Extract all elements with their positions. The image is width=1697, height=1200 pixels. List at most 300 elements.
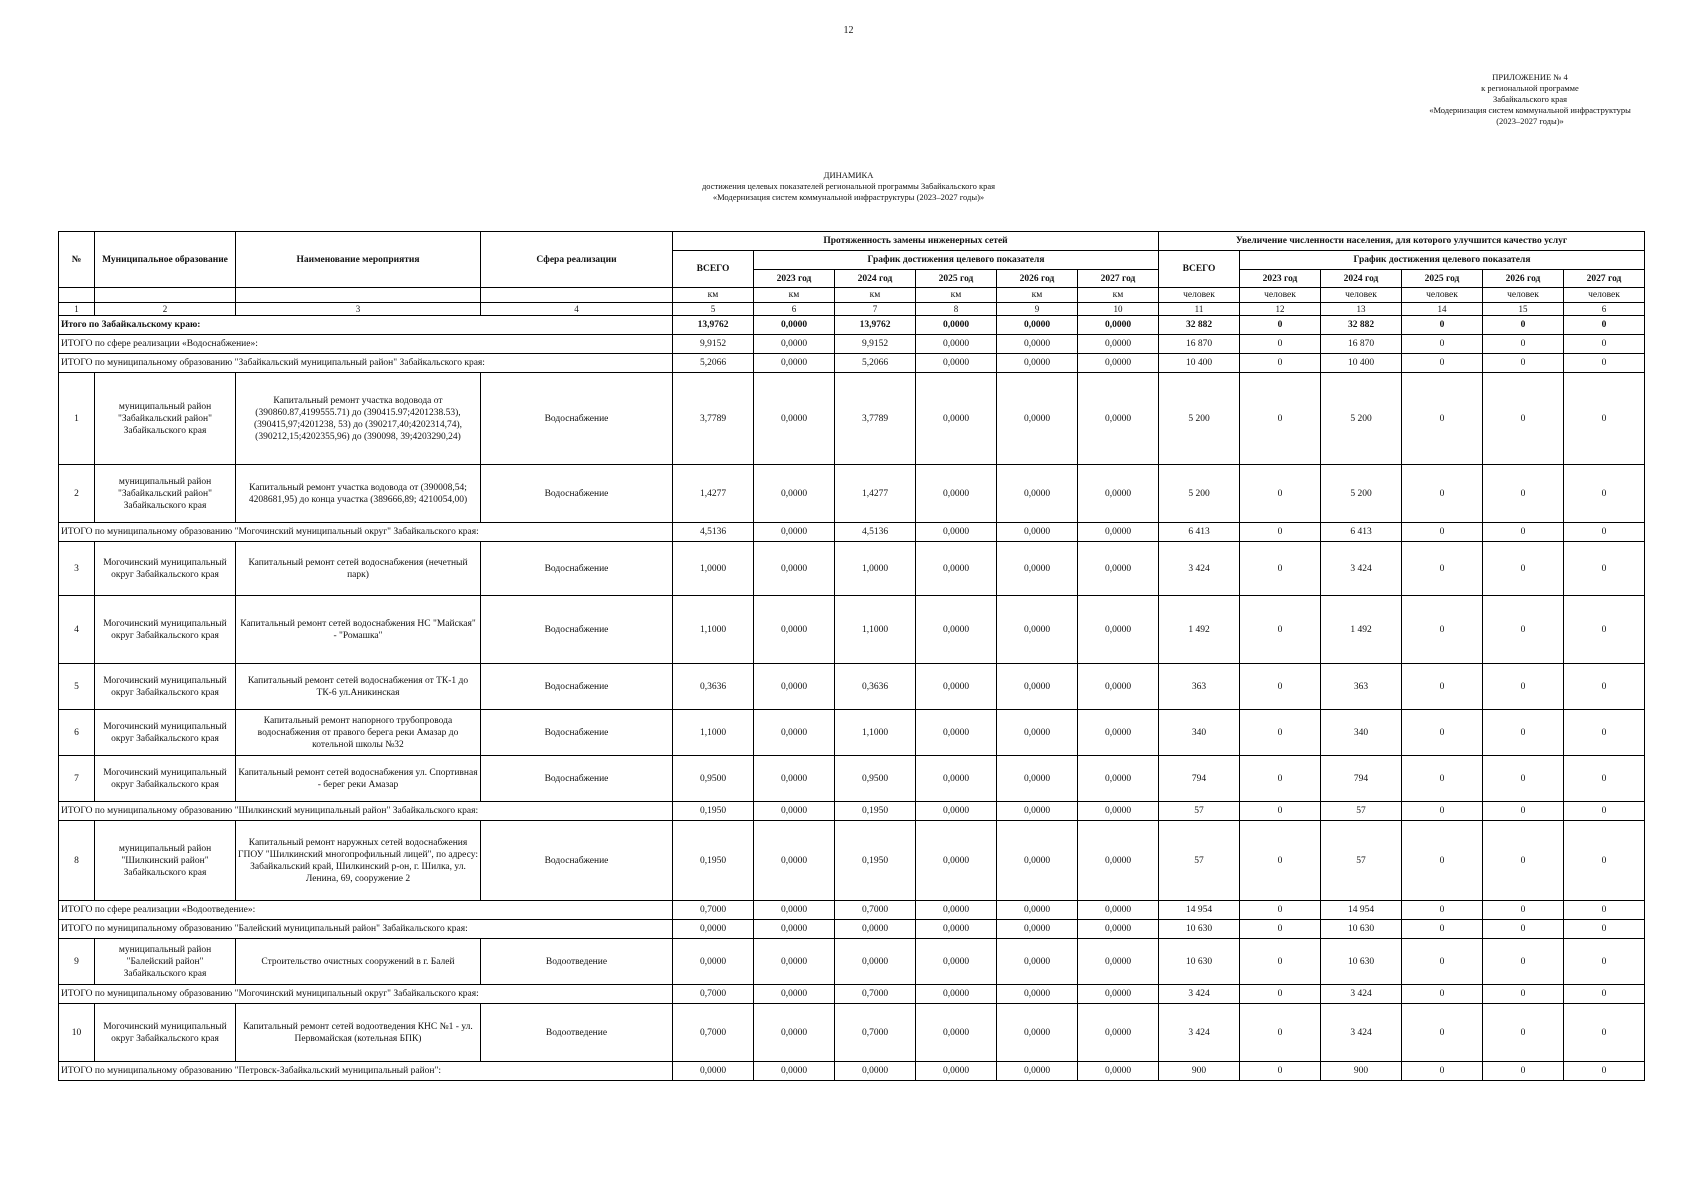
value-cell: 0	[1483, 354, 1564, 373]
value-cell: 10 630	[1159, 920, 1240, 939]
value-cell: 0	[1402, 920, 1483, 939]
indicators-table	[58, 231, 1645, 1081]
value-cell: 0	[1402, 756, 1483, 802]
table-row	[59, 596, 1645, 664]
table-row	[59, 542, 1645, 596]
year-header: 2025 год	[1402, 270, 1483, 288]
value-cell: 0,0000	[1078, 802, 1159, 821]
value-cell: 0,0000	[1078, 373, 1159, 465]
value-cell: 0,0000	[1078, 316, 1159, 335]
value-cell: 0,0000	[916, 542, 997, 596]
measure-cell: Капитальный ремонт наружных сетей водоснабжения ГПОУ "Шилкинский многопрофильный лицей", по адресу: Забайкальский край, Шилкинский р-он, г. Шилка, ул. Ленина, 69, сооружение 2	[236, 821, 481, 901]
value-cell: 10 630	[1159, 939, 1240, 985]
value-cell: 0,3636	[835, 664, 916, 710]
value-cell: 794	[1159, 756, 1240, 802]
value-cell: 0,7000	[673, 985, 754, 1004]
measure-cell: Капитальный ремонт участка водовода от (390860.87,4199555.71) до (390415.97;4201238.53), (390415,97;4201238, 53) до (390217,40;4202314,74), (390212,15;4202355,96) до (390098, 39;4203290,24)	[236, 373, 481, 465]
value-cell: 0,0000	[1078, 465, 1159, 523]
value-cell: 0,0000	[1078, 664, 1159, 710]
appendix-line: ПРИЛОЖЕНИЕ № 4	[1492, 72, 1568, 82]
value-cell: 0	[1402, 939, 1483, 985]
value-cell: 0,0000	[997, 354, 1078, 373]
subtotal-row	[59, 523, 1645, 542]
column-number: 6	[754, 303, 835, 316]
subtotal-row	[59, 920, 1645, 939]
value-cell: 0,0000	[835, 920, 916, 939]
column-number: 7	[835, 303, 916, 316]
value-cell: 0,0000	[997, 756, 1078, 802]
network-length-group-header: Протяженность замены инженерных сетей	[673, 232, 1159, 251]
municipality-cell: муниципальный район "Забайкальский район" Забайкальского края	[95, 373, 236, 465]
value-cell: 0	[1240, 821, 1321, 901]
value-cell: 0,9500	[835, 756, 916, 802]
unit-spacer	[236, 288, 481, 303]
value-cell: 0,0000	[1078, 710, 1159, 756]
value-cell: 14 954	[1159, 901, 1240, 920]
value-cell: 0,0000	[916, 465, 997, 523]
value-cell: 9,9152	[673, 335, 754, 354]
row-number-cell: 4	[59, 596, 95, 664]
appendix-line: Забайкальского края	[1492, 94, 1568, 104]
municipality-cell: Могочинский муниципальный округ Забайкальского края	[95, 664, 236, 710]
value-cell: 0	[1564, 802, 1645, 821]
value-cell: 900	[1159, 1062, 1240, 1081]
value-cell: 0,0000	[916, 920, 997, 939]
unit-spacer	[481, 288, 673, 303]
value-cell: 0	[1402, 1062, 1483, 1081]
value-cell: 0	[1483, 465, 1564, 523]
value-cell: 0,0000	[916, 710, 997, 756]
value-cell: 0,0000	[754, 710, 835, 756]
row-number-cell: 8	[59, 821, 95, 901]
value-cell: 0	[1240, 939, 1321, 985]
unit-cell: км	[835, 288, 916, 303]
subtotal-label: Итого по Забайкальскому краю:	[59, 316, 673, 335]
value-cell: 0,0000	[997, 802, 1078, 821]
sphere-cell: Водоотведение	[481, 1004, 673, 1062]
value-cell: 57	[1321, 802, 1402, 821]
value-cell: 16 870	[1321, 335, 1402, 354]
value-cell: 0	[1402, 335, 1483, 354]
value-cell: 0	[1240, 756, 1321, 802]
col-municipality-header: Муниципальное образование	[95, 232, 236, 288]
value-cell: 0,1950	[835, 821, 916, 901]
column-number: 5	[673, 303, 754, 316]
value-cell: 1,1000	[673, 596, 754, 664]
value-cell: 0,0000	[1078, 523, 1159, 542]
value-cell: 0	[1240, 335, 1321, 354]
value-cell: 0	[1402, 373, 1483, 465]
value-cell: 0,0000	[673, 1062, 754, 1081]
value-cell: 0	[1240, 1062, 1321, 1081]
value-cell: 0	[1402, 354, 1483, 373]
value-cell: 32 882	[1159, 316, 1240, 335]
col-measure-header: Наименование мероприятия	[236, 232, 481, 288]
value-cell: 0,0000	[1078, 354, 1159, 373]
value-cell: 0	[1564, 523, 1645, 542]
column-number: 2	[95, 303, 236, 316]
subtotal-label: ИТОГО по муниципальному образованию "Петровск-Забайкальский муниципальный район":	[59, 1062, 673, 1081]
value-cell: 1,1000	[835, 596, 916, 664]
value-cell: 0,0000	[916, 1062, 997, 1081]
value-cell: 0,0000	[997, 901, 1078, 920]
value-cell: 0,0000	[997, 821, 1078, 901]
municipality-cell: Могочинский муниципальный округ Забайкальского края	[95, 756, 236, 802]
table-body	[59, 316, 1645, 1081]
value-cell: 0	[1240, 373, 1321, 465]
value-cell: 3,7789	[673, 373, 754, 465]
year-header: 2027 год	[1078, 270, 1159, 288]
total-km-header: ВСЕГО	[673, 251, 754, 288]
value-cell: 0,0000	[673, 939, 754, 985]
measure-cell: Капитальный ремонт сетей водоотведения КНС №1 - ул. Первомайская (котельная БПК)	[236, 1004, 481, 1062]
value-cell: 0,7000	[835, 901, 916, 920]
value-cell: 0	[1402, 1004, 1483, 1062]
value-cell: 0,7000	[835, 985, 916, 1004]
value-cell: 0,0000	[916, 1004, 997, 1062]
value-cell: 0,0000	[916, 664, 997, 710]
subtotal-row	[59, 316, 1645, 335]
measure-cell: Капитальный ремонт участка водовода от (390008,54; 4208681,95) до конца участка (389666,89; 4210054,00)	[236, 465, 481, 523]
measure-cell: Капитальный ремонт сетей водоснабжения от ТК-1 до ТК-6 ул.Аникинская	[236, 664, 481, 710]
value-cell: 5,2066	[835, 354, 916, 373]
unit-cell: км	[1078, 288, 1159, 303]
value-cell: 0	[1564, 901, 1645, 920]
title-line: достижения целевых показателей региональной программы Забайкальского края	[701, 181, 996, 191]
value-cell: 0,7000	[835, 1004, 916, 1062]
value-cell: 0,9500	[673, 756, 754, 802]
value-cell: 0	[1483, 596, 1564, 664]
sphere-cell: Водоснабжение	[481, 465, 673, 523]
value-cell: 5 200	[1321, 373, 1402, 465]
value-cell: 1 492	[1321, 596, 1402, 664]
table-row	[59, 1004, 1645, 1062]
value-cell: 0,0000	[916, 373, 997, 465]
table-row	[59, 939, 1645, 985]
total-people-header: ВСЕГО	[1159, 251, 1240, 288]
value-cell: 0	[1564, 542, 1645, 596]
appendix-line: (2023–2027 годы)»	[1496, 116, 1564, 126]
unit-cell: человек	[1564, 288, 1645, 303]
unit-spacer	[59, 288, 95, 303]
value-cell: 1,0000	[835, 542, 916, 596]
title-line: ДИНАМИКА	[823, 170, 874, 180]
value-cell: 0	[1402, 710, 1483, 756]
value-cell: 0	[1564, 335, 1645, 354]
value-cell: 0	[1564, 664, 1645, 710]
value-cell: 0	[1483, 335, 1564, 354]
value-cell: 0	[1483, 920, 1564, 939]
unit-cell: человек	[1159, 288, 1240, 303]
value-cell: 3 424	[1159, 985, 1240, 1004]
value-cell: 3 424	[1321, 985, 1402, 1004]
value-cell: 4,5136	[673, 523, 754, 542]
value-cell: 0,0000	[754, 985, 835, 1004]
value-cell: 0,0000	[754, 821, 835, 901]
column-number: 15	[1483, 303, 1564, 316]
value-cell: 0	[1564, 316, 1645, 335]
value-cell: 0,0000	[916, 523, 997, 542]
municipality-cell: муниципальный район "Забайкальский район" Забайкальского края	[95, 465, 236, 523]
column-number: 1	[59, 303, 95, 316]
value-cell: 0,0000	[997, 710, 1078, 756]
value-cell: 0	[1240, 710, 1321, 756]
value-cell: 0,0000	[754, 542, 835, 596]
value-cell: 5 200	[1321, 465, 1402, 523]
value-cell: 0,0000	[997, 523, 1078, 542]
value-cell: 794	[1321, 756, 1402, 802]
municipality-cell: муниципальный район "Балейский район" Забайкальского края	[95, 939, 236, 985]
value-cell: 0,0000	[754, 335, 835, 354]
value-cell: 0	[1402, 901, 1483, 920]
sphere-cell: Водоотведение	[481, 939, 673, 985]
sphere-cell: Водоснабжение	[481, 756, 673, 802]
year-header: 2024 год	[835, 270, 916, 288]
value-cell: 0	[1402, 542, 1483, 596]
subtotal-label: ИТОГО по муниципальному образованию "Балейский муниципальный район" Забайкальского края:	[59, 920, 673, 939]
value-cell: 0,0000	[754, 664, 835, 710]
value-cell: 0	[1402, 523, 1483, 542]
value-cell: 57	[1321, 821, 1402, 901]
value-cell: 0,0000	[916, 335, 997, 354]
value-cell: 0	[1483, 939, 1564, 985]
value-cell: 0,0000	[673, 920, 754, 939]
year-header: 2024 год	[1321, 270, 1402, 288]
value-cell: 0	[1564, 354, 1645, 373]
page-number: 12	[843, 25, 854, 36]
unit-cell: человек	[1321, 288, 1402, 303]
subtotal-label: ИТОГО по сфере реализации «Водоснабжение»:	[59, 335, 673, 354]
appendix-note	[1380, 72, 1680, 127]
value-cell: 0,0000	[754, 901, 835, 920]
value-cell: 0	[1483, 373, 1564, 465]
value-cell: 0	[1564, 465, 1645, 523]
value-cell: 0,0000	[916, 316, 997, 335]
year-header: 2023 год	[754, 270, 835, 288]
value-cell: 0	[1240, 1004, 1321, 1062]
value-cell: 0,0000	[1078, 901, 1159, 920]
value-cell: 6 413	[1159, 523, 1240, 542]
value-cell: 363	[1321, 664, 1402, 710]
value-cell: 0,0000	[916, 985, 997, 1004]
unit-cell: км	[754, 288, 835, 303]
population-group-header: Увеличение численности населения, для которого улучшится качество услуг	[1159, 232, 1645, 251]
table-row	[59, 664, 1645, 710]
column-number: 4	[481, 303, 673, 316]
value-cell: 0,0000	[997, 596, 1078, 664]
value-cell: 1,4277	[835, 465, 916, 523]
value-cell: 0,0000	[997, 939, 1078, 985]
value-cell: 0,1950	[673, 821, 754, 901]
column-number: 14	[1402, 303, 1483, 316]
value-cell: 1 492	[1159, 596, 1240, 664]
appendix-line: к региональной программе	[1481, 83, 1579, 93]
value-cell: 57	[1159, 802, 1240, 821]
row-number-cell: 3	[59, 542, 95, 596]
unit-cell: км	[997, 288, 1078, 303]
row-number-cell: 5	[59, 664, 95, 710]
value-cell: 0	[1483, 710, 1564, 756]
value-cell: 3 424	[1321, 542, 1402, 596]
measure-cell: Капитальный ремонт сетей водоснабжения ул. Спортивная - берег реки Амазар	[236, 756, 481, 802]
subtotal-label: ИТОГО по муниципальному образованию "Шилкинский муниципальный район" Забайкальского края:	[59, 802, 673, 821]
subtotal-row	[59, 985, 1645, 1004]
value-cell: 57	[1159, 821, 1240, 901]
value-cell: 0,0000	[997, 1062, 1078, 1081]
value-cell: 0,0000	[916, 821, 997, 901]
column-number: 13	[1321, 303, 1402, 316]
value-cell: 3 424	[1159, 542, 1240, 596]
col-no-header: №	[59, 232, 95, 288]
value-cell: 0,0000	[1078, 596, 1159, 664]
value-cell: 0,0000	[997, 465, 1078, 523]
value-cell: 0,0000	[754, 920, 835, 939]
value-cell: 0	[1483, 1004, 1564, 1062]
value-cell: 0,0000	[997, 985, 1078, 1004]
value-cell: 0	[1483, 821, 1564, 901]
value-cell: 0	[1240, 542, 1321, 596]
value-cell: 0	[1402, 985, 1483, 1004]
value-cell: 0	[1483, 542, 1564, 596]
value-cell: 10 400	[1159, 354, 1240, 373]
value-cell: 0	[1240, 985, 1321, 1004]
sphere-cell: Водоснабжение	[481, 664, 673, 710]
value-cell: 0,3636	[673, 664, 754, 710]
value-cell: 0	[1483, 756, 1564, 802]
subtotal-label: ИТОГО по муниципальному образованию "Забайкальский муниципальный район" Забайкальского края:	[59, 354, 673, 373]
value-cell: 0,7000	[673, 901, 754, 920]
column-number: 6	[1564, 303, 1645, 316]
value-cell: 0,0000	[1078, 985, 1159, 1004]
value-cell: 0,0000	[916, 596, 997, 664]
municipality-cell: муниципальный район "Шилкинский район" Забайкальского края	[95, 821, 236, 901]
subtotal-row	[59, 901, 1645, 920]
year-header: 2023 год	[1240, 270, 1321, 288]
row-number-cell: 10	[59, 1004, 95, 1062]
value-cell: 14 954	[1321, 901, 1402, 920]
value-cell: 0	[1564, 920, 1645, 939]
row-number-cell: 6	[59, 710, 95, 756]
value-cell: 0,0000	[754, 1062, 835, 1081]
value-cell: 4,5136	[835, 523, 916, 542]
value-cell: 6 413	[1321, 523, 1402, 542]
schedule-km-header: График достижения целевого показателя	[754, 251, 1159, 270]
value-cell: 0	[1240, 354, 1321, 373]
value-cell: 0,0000	[916, 802, 997, 821]
unit-cell: км	[673, 288, 754, 303]
year-header: 2026 год	[1483, 270, 1564, 288]
value-cell: 0,0000	[1078, 335, 1159, 354]
value-cell: 16 870	[1159, 335, 1240, 354]
subtotal-row	[59, 335, 1645, 354]
value-cell: 0	[1564, 756, 1645, 802]
value-cell: 0,0000	[997, 664, 1078, 710]
sphere-cell: Водоснабжение	[481, 710, 673, 756]
table-row	[59, 373, 1645, 465]
value-cell: 340	[1321, 710, 1402, 756]
unit-cell: человек	[1483, 288, 1564, 303]
value-cell: 1,1000	[673, 710, 754, 756]
measure-cell: Капитальный ремонт напорного трубопровода водоснабжения от правого берега реки Амазар до котельной школы №32	[236, 710, 481, 756]
subtotal-label: ИТОГО по муниципальному образованию "Могочинский муниципальный округ" Забайкальского края:	[59, 985, 673, 1004]
municipality-cell: Могочинский муниципальный округ Забайкальского края	[95, 710, 236, 756]
value-cell: 5,2066	[673, 354, 754, 373]
value-cell: 0,0000	[997, 920, 1078, 939]
value-cell: 0,0000	[754, 354, 835, 373]
table-row	[59, 821, 1645, 901]
table-row	[59, 710, 1645, 756]
value-cell: 0	[1240, 802, 1321, 821]
value-cell: 5 200	[1159, 465, 1240, 523]
value-cell: 13,9762	[673, 316, 754, 335]
value-cell: 0	[1564, 710, 1645, 756]
value-cell: 0,0000	[1078, 542, 1159, 596]
value-cell: 0,0000	[1078, 756, 1159, 802]
value-cell: 0,0000	[916, 756, 997, 802]
value-cell: 0	[1402, 664, 1483, 710]
value-cell: 0,0000	[1078, 1004, 1159, 1062]
value-cell: 0	[1483, 901, 1564, 920]
value-cell: 0,0000	[1078, 821, 1159, 901]
value-cell: 0	[1564, 1062, 1645, 1081]
value-cell: 0	[1564, 596, 1645, 664]
value-cell: 1,0000	[673, 542, 754, 596]
value-cell: 0,0000	[835, 939, 916, 985]
value-cell: 0,0000	[997, 373, 1078, 465]
value-cell: 10 630	[1321, 939, 1402, 985]
column-number: 9	[997, 303, 1078, 316]
value-cell: 0,0000	[754, 465, 835, 523]
value-cell: 3 424	[1159, 1004, 1240, 1062]
value-cell: 0	[1240, 901, 1321, 920]
value-cell: 0	[1240, 523, 1321, 542]
sphere-cell: Водоснабжение	[481, 596, 673, 664]
value-cell: 0,0000	[916, 901, 997, 920]
value-cell: 9,9152	[835, 335, 916, 354]
value-cell: 0	[1564, 373, 1645, 465]
value-cell: 1,1000	[835, 710, 916, 756]
value-cell: 3,7789	[835, 373, 916, 465]
value-cell: 0	[1483, 985, 1564, 1004]
row-number-cell: 1	[59, 373, 95, 465]
subtotal-row	[59, 354, 1645, 373]
value-cell: 0,0000	[1078, 939, 1159, 985]
column-number: 8	[916, 303, 997, 316]
schedule-people-header: График достижения целевого показателя	[1240, 251, 1645, 270]
value-cell: 32 882	[1321, 316, 1402, 335]
value-cell: 0	[1240, 920, 1321, 939]
subtotal-row	[59, 802, 1645, 821]
value-cell: 0,0000	[916, 939, 997, 985]
value-cell: 0,0000	[997, 316, 1078, 335]
value-cell: 0	[1240, 596, 1321, 664]
value-cell: 0,0000	[997, 335, 1078, 354]
value-cell: 0	[1402, 316, 1483, 335]
municipality-cell: Могочинский муниципальный округ Забайкальского края	[95, 596, 236, 664]
subtotal-label: ИТОГО по сфере реализации «Водоотведение»:	[59, 901, 673, 920]
year-header: 2026 год	[997, 270, 1078, 288]
value-cell: 0,0000	[754, 1004, 835, 1062]
title-line: «Модернизация систем коммунальной инфраструктуры (2023–2027 годы)»	[712, 192, 985, 202]
year-header: 2027 год	[1564, 270, 1645, 288]
value-cell: 0,1950	[835, 802, 916, 821]
table-row	[59, 756, 1645, 802]
unit-cell: человек	[1240, 288, 1321, 303]
value-cell: 0,0000	[754, 316, 835, 335]
value-cell: 0,0000	[1078, 920, 1159, 939]
value-cell: 0,0000	[754, 756, 835, 802]
value-cell: 0	[1240, 316, 1321, 335]
